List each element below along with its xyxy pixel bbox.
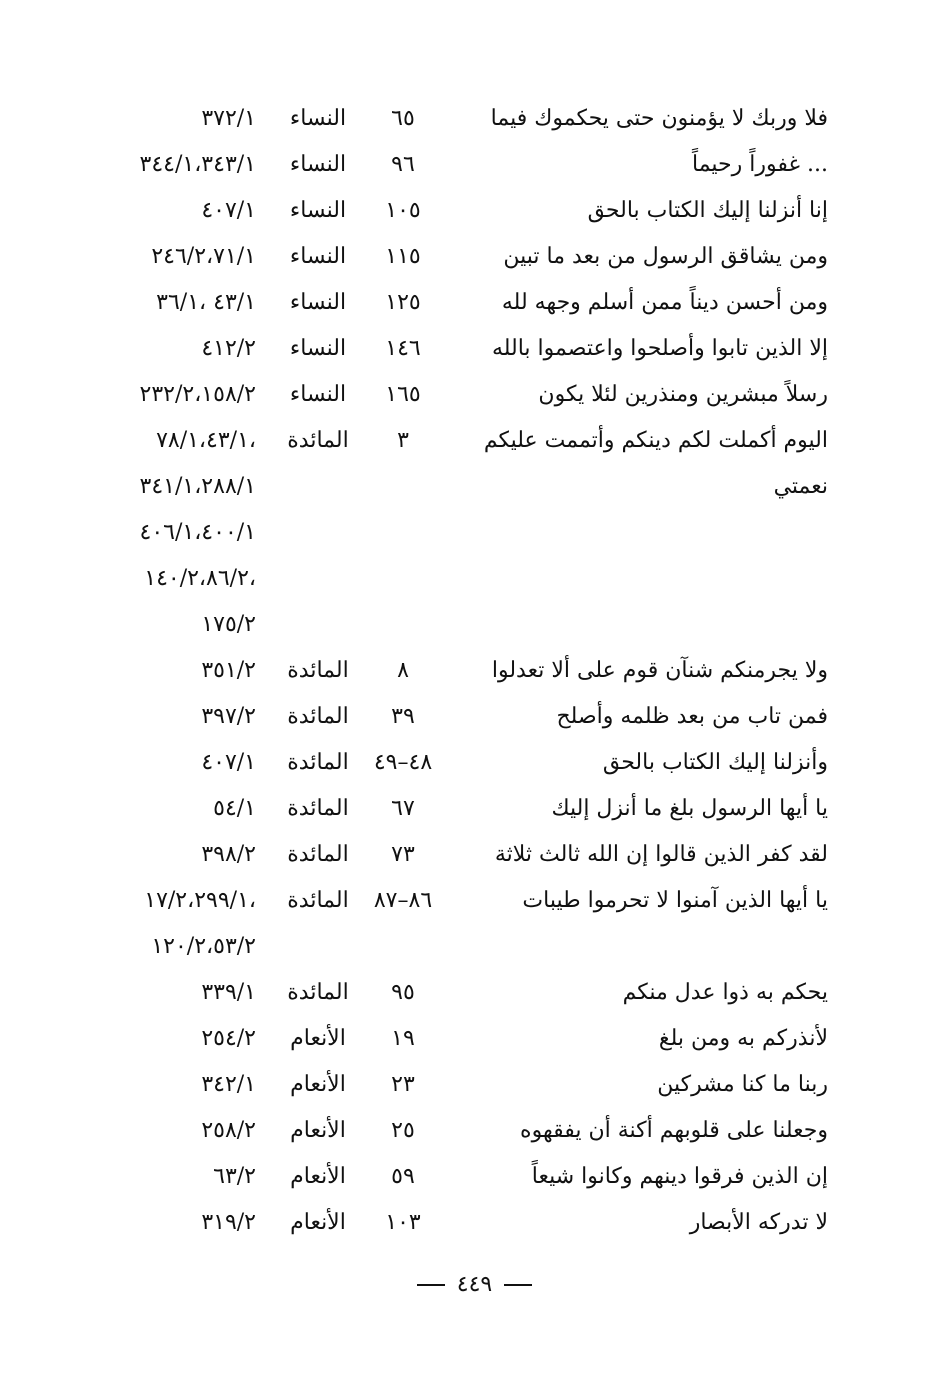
index-row	[90, 280, 840, 326]
surah-name: النساء	[289, 290, 347, 315]
page-reference: ٤٠٧/١	[201, 198, 256, 223]
surah-name: النساء	[289, 244, 347, 269]
surah-name: المائدة	[287, 980, 349, 1005]
page-reference: ٢٥٤/٢	[201, 1026, 256, 1051]
page-reference: ٥٤/١	[213, 796, 256, 821]
ayah-number: ٣٩	[391, 704, 415, 729]
index-row	[90, 326, 840, 372]
page-reference: ٣٤٤/١،٣٤٣/١	[139, 152, 256, 177]
surah-name: الأنعام	[290, 1072, 346, 1097]
verse-text: يا أيها الذين آمنوا لا تحرموا طيبات	[522, 888, 828, 913]
surah-name: الأنعام	[290, 1026, 346, 1051]
index-row	[90, 1062, 840, 1108]
page-reference: ٣٤٢/١	[201, 1072, 256, 1097]
page-footer	[0, 1272, 949, 1297]
index-row	[90, 556, 840, 602]
ayah-number: ٣	[397, 428, 409, 453]
ayah-number: ٨٦–٨٧	[373, 888, 433, 913]
surah-name: الأنعام	[290, 1210, 346, 1235]
ayah-number: ١٠٥	[385, 198, 421, 223]
surah-name: المائدة	[287, 658, 349, 683]
surah-name: المائدة	[287, 750, 349, 775]
surah-name: المائدة	[287, 842, 349, 867]
page-reference: ٢٣٢/٢،١٥٨/٢	[139, 382, 256, 407]
surah-name: النساء	[289, 198, 347, 223]
page-reference: ٢٤٦/٢،٧١/١	[151, 244, 256, 269]
index-row	[90, 740, 840, 786]
page-reference: ٦٣/٢	[213, 1164, 256, 1189]
ayah-number	[364, 510, 442, 556]
index-row	[90, 1108, 840, 1154]
page-reference: ٣٥١/٢	[201, 658, 256, 683]
ayah-number: ٦٥	[391, 106, 415, 131]
verse-text: ... غفوراً رحيماً	[692, 152, 828, 177]
verse-text: يا أيها الرسول بلغ ما أنزل إليك	[551, 796, 828, 821]
surah-name: المائدة	[287, 796, 349, 821]
verse-text: فمن تاب من بعد ظلمه وأصلح	[556, 704, 828, 729]
index-row	[90, 1154, 840, 1200]
page-reference: ،١٧/٢،٢٩٩/١	[144, 888, 256, 913]
index-row	[90, 694, 840, 740]
page-reference: ٣٤١/١،٢٨٨/١	[139, 474, 256, 499]
page-reference: ١٧٥/٢	[201, 612, 256, 637]
index-row	[90, 924, 840, 970]
ayah-number	[364, 556, 442, 602]
surah-name: النساء	[289, 106, 347, 131]
verse-text: فلا وربك لا يؤمنون حتى يحكموك فيما	[490, 106, 828, 131]
verse-text: رسلاً مبشرين ومنذرين لئلا يكون	[538, 382, 828, 407]
page-reference: ٣٩٨/٢	[201, 842, 256, 867]
index-row	[90, 970, 840, 1016]
ayah-number	[364, 924, 442, 970]
ayah-number	[364, 602, 442, 648]
page-reference: ٣٧٢/١	[201, 106, 256, 131]
surah-name	[274, 602, 362, 648]
index-row	[90, 372, 840, 418]
ayah-number: ٨	[397, 658, 409, 683]
surah-name: النساء	[289, 336, 347, 361]
ayah-number: ٤٨–٤٩	[373, 750, 433, 775]
footer-dash-right	[504, 1284, 532, 1286]
ayah-number	[364, 464, 442, 510]
verse-text: لا تدركه الأبصار	[689, 1210, 828, 1235]
ayah-number: ٢٥	[391, 1118, 415, 1143]
verse-text: ومن يشاقق الرسول من بعد ما تبين	[503, 244, 828, 269]
surah-name	[274, 556, 362, 602]
page-reference: ،٧٨/١،٤٣/١	[156, 428, 256, 453]
verse-text: إن الذين فرقوا دينهم وكانوا شيعاً	[531, 1164, 828, 1189]
index-row	[90, 464, 840, 510]
surah-name: النساء	[289, 152, 347, 177]
surah-name	[274, 924, 362, 970]
verse-text: إنا أنزلنا إليك الكتاب بالحق	[587, 198, 828, 223]
surah-name: الأنعام	[290, 1118, 346, 1143]
page-reference: ٢٥٨/٢	[201, 1118, 256, 1143]
index-row	[90, 602, 840, 648]
surah-name: المائدة	[287, 704, 349, 729]
index-row	[90, 1016, 840, 1062]
page-number: ٤٤٩	[456, 1272, 493, 1297]
ayah-number: ١٤٦	[385, 336, 421, 361]
index-row	[90, 96, 840, 142]
ayah-number: ١٩	[391, 1026, 415, 1051]
index-row	[90, 786, 840, 832]
page-reference: ٤٠٦/١،٤٠٠/١	[139, 520, 256, 545]
surah-name	[274, 510, 362, 556]
index-row	[90, 188, 840, 234]
ayah-number: ١١٥	[385, 244, 421, 269]
surah-name: المائدة	[287, 888, 349, 913]
page-reference: ٤١٢/٢	[201, 336, 256, 361]
ayah-number: ١٢٥	[385, 290, 421, 315]
surah-name	[274, 464, 362, 510]
verse-text: نعمتي	[773, 474, 828, 499]
verse-index-table	[90, 96, 840, 1246]
ayah-number: ٦٧	[391, 796, 415, 821]
surah-name: الأنعام	[290, 1164, 346, 1189]
verse-text: ولا يجرمنكم شنآن قوم على ألا تعدلوا	[491, 658, 828, 683]
page-reference: ٣٩٧/٢	[201, 704, 256, 729]
verse-text: يحكم به ذوا عدل منكم	[622, 980, 828, 1005]
ayah-number: ٢٣	[391, 1072, 415, 1097]
verse-text: اليوم أكملت لكم دينكم وأتممت عليكم	[483, 428, 828, 453]
verse-text: وجعلنا على قلوبهم أكنة أن يفقهوه	[520, 1118, 828, 1143]
index-row	[90, 510, 840, 556]
page-reference: ٣٣٩/١	[201, 980, 256, 1005]
verse-text: ربنا ما كنا مشركين	[657, 1072, 828, 1097]
footer-dash-left	[417, 1284, 445, 1286]
index-row	[90, 418, 840, 464]
verse-text: ومن أحسن ديناً ممن أسلم وجهه لله	[501, 290, 828, 315]
verse-text	[456, 602, 828, 648]
page-reference: ٤٠٧/١	[201, 750, 256, 775]
ayah-number: ١٠٣	[385, 1210, 421, 1235]
verse-text: لأنذركم به ومن بلغ	[658, 1026, 828, 1051]
ayah-number: ٧٣	[391, 842, 415, 867]
page-reference: ٤٣/١ ،٣٦/١	[156, 290, 256, 315]
ayah-number: ١٦٥	[385, 382, 421, 407]
index-row	[90, 142, 840, 188]
verse-text: وأنزلنا إليك الكتاب بالحق	[602, 750, 828, 775]
index-row	[90, 648, 840, 694]
page-reference: ٣١٩/٢	[201, 1210, 256, 1235]
surah-name: النساء	[289, 382, 347, 407]
index-row	[90, 1200, 840, 1246]
ayah-number: ٩٦	[391, 152, 415, 177]
page-reference: ١٢٠/٢،٥٣/٢	[151, 934, 256, 959]
verse-text	[456, 924, 828, 970]
verse-text: إلا الذين تابوا وأصلحوا واعتصموا بالله	[491, 336, 828, 361]
ayah-number: ٩٥	[391, 980, 415, 1005]
index-row	[90, 832, 840, 878]
page-reference: ،١٤٠/٢،٨٦/٢	[144, 566, 256, 591]
index-row	[90, 234, 840, 280]
surah-name: المائدة	[287, 428, 349, 453]
index-row	[90, 878, 840, 924]
verse-text	[456, 510, 828, 556]
verse-text: لقد كفر الذين قالوا إن الله ثالث ثلاثة	[494, 842, 828, 867]
ayah-number: ٥٩	[391, 1164, 415, 1189]
verse-text	[456, 556, 828, 602]
